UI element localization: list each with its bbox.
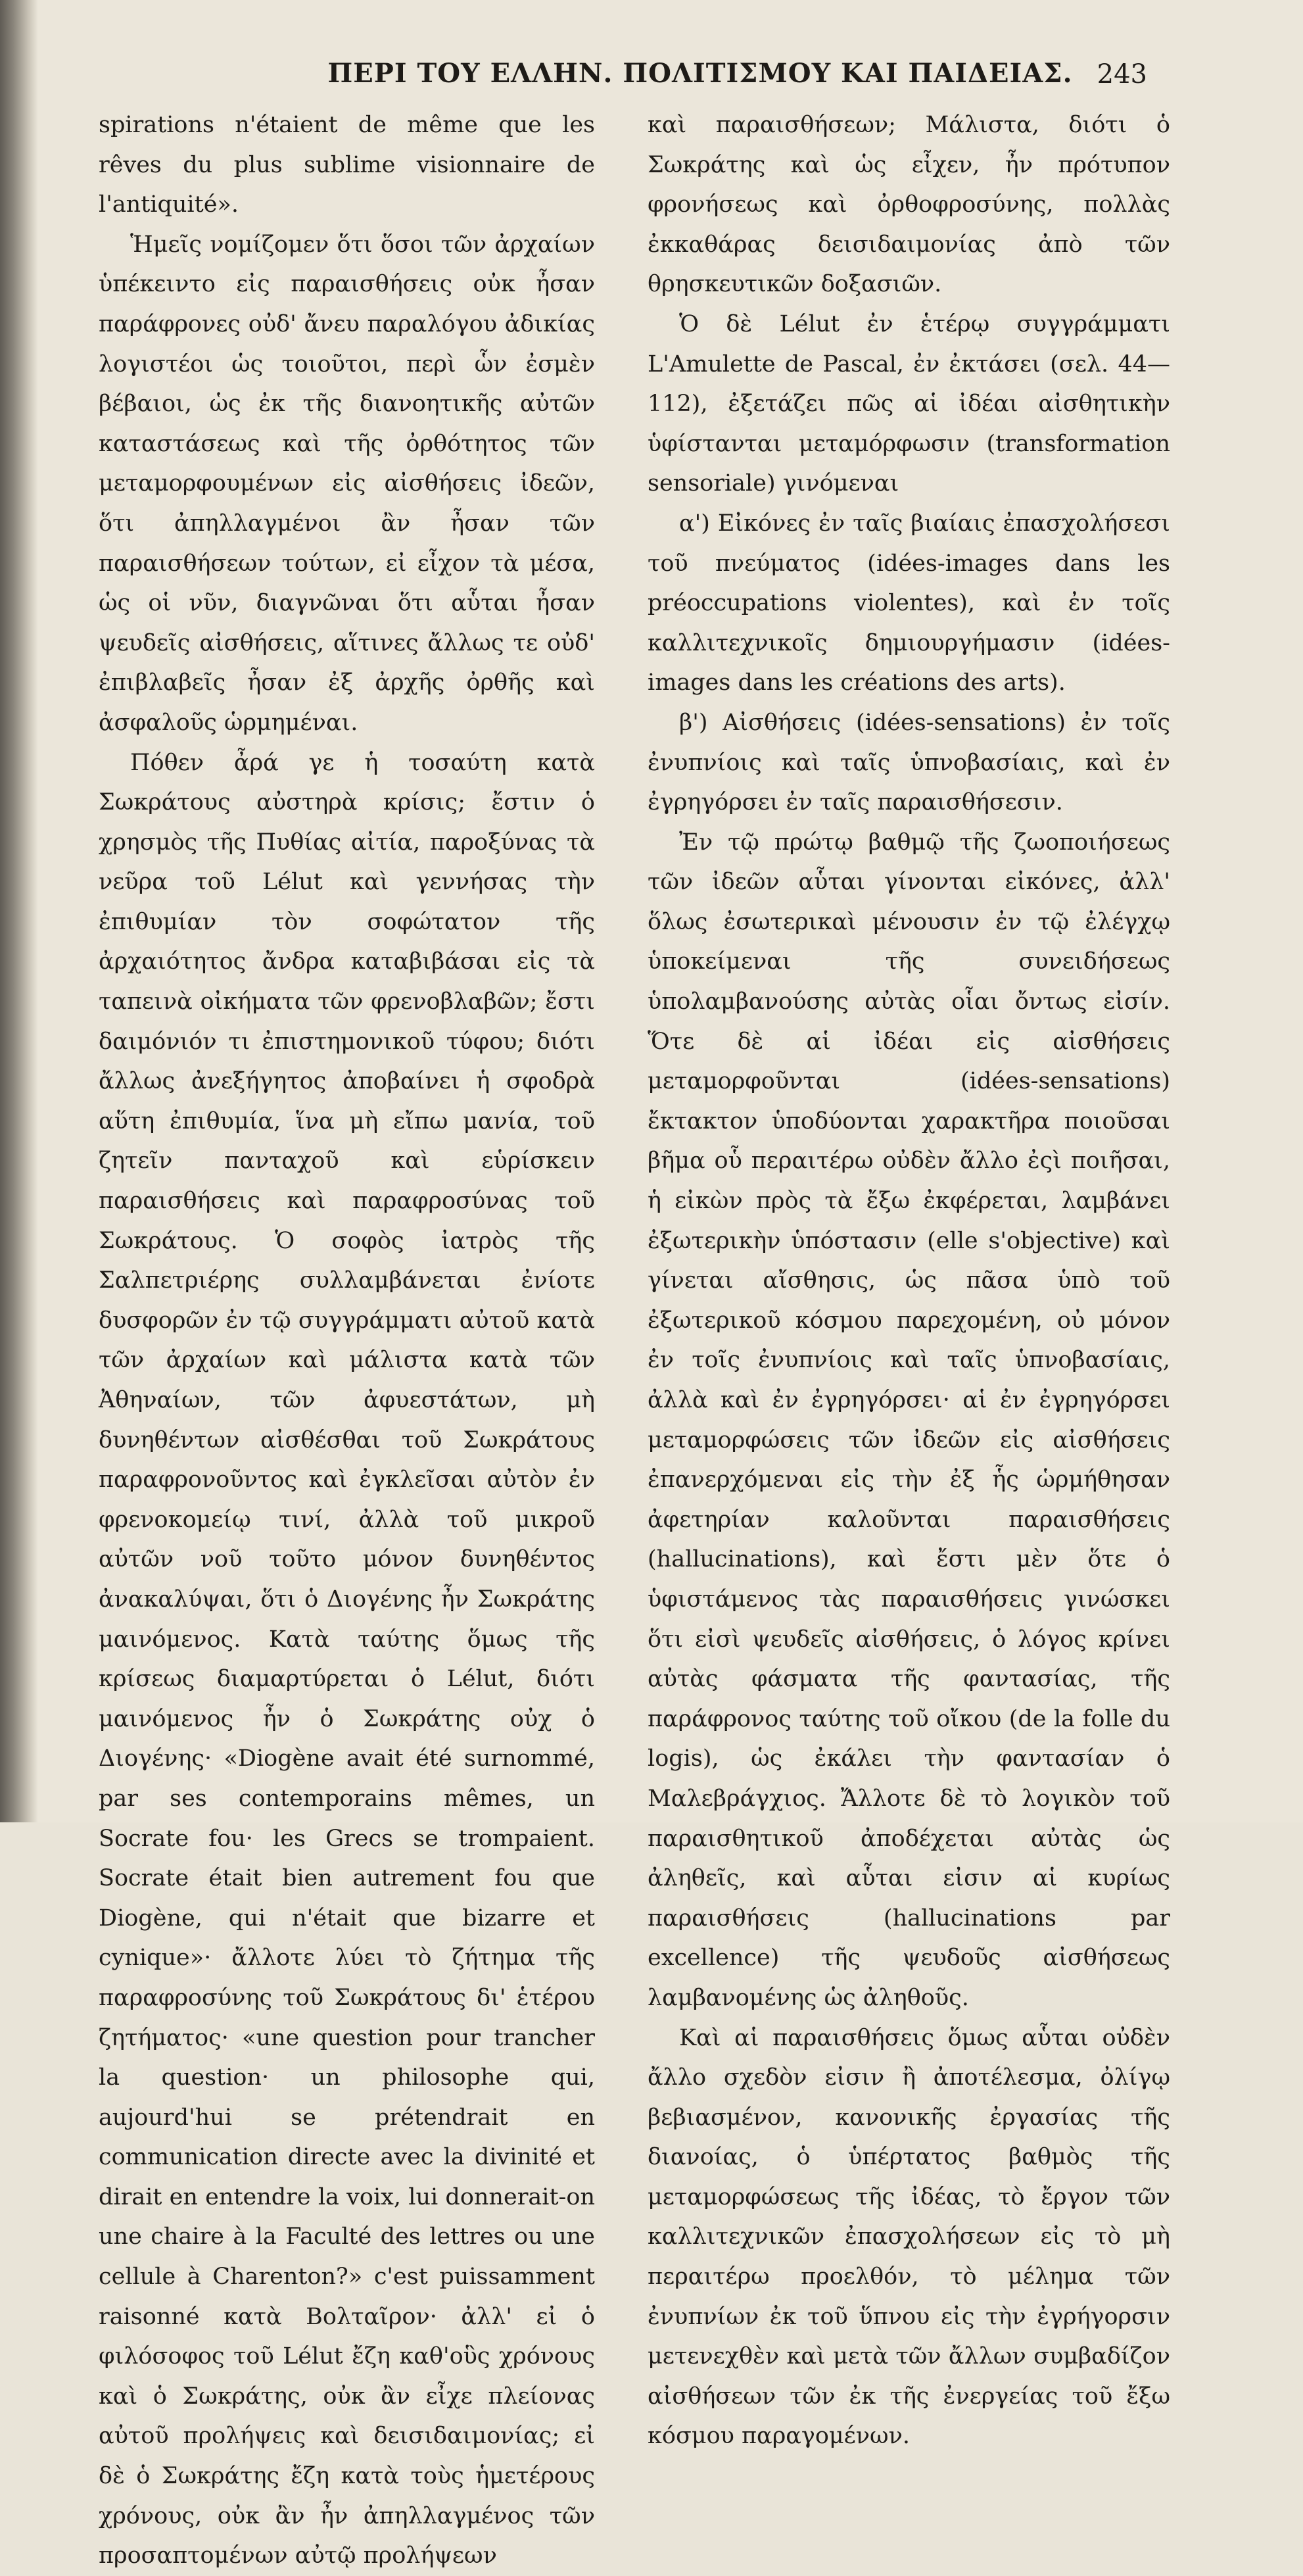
paragraph: α') Εἰκόνες ἐν ταῖς βιαίαις ἐπασχολήσεσι τοῦ πνεύματος (idées-images dans les préoccupations violentes), καὶ ἐν τοῖς καλλιτεχνικοῖς δημιουργήμασιν (idées-images dans les créations des arts). [648,510,1170,696]
page-number: 243 [1097,59,1147,89]
left-column [99,105,595,2576]
paragraph: Πόθεν ἆρά γε ἡ τοσαύτη κατὰ Σωκράτους αὐστηρὰ κρίσις; ἔστιν ὁ χρησμὸς τῆς Πυθίας αἰτία, παροξύνας τὰ νεῦρα τοῦ Lélut καὶ γεννήσας τὴν ἐπιθυμίαν τὸν σοφώτατον τῆς ἀρχαιότητος ἄνδρα καταβιβάσαι εἰς τὰ ταπεινὰ οἰκήματα τῶν φρενοβλαβῶν; ἔστι δαιμόνιόν τι ἐπιστημονικοῦ τύφου; διότι ἄλλως ἀνεξήγητος ἀποβαίνει ἡ σφοδρὰ αὕτη ἐπιθυμία, ἵνα μὴ εἴπω μανία, τοῦ ζητεῖν πανταχοῦ καὶ εὑρίσκειν παραισθήσεις καὶ παραφροσύνας τοῦ Σωκράτους. Ὁ σοφὸς ἰατρὸς τῆς Σαλπετριέρης συλλαμβάνεται ἐνίοτε δυσφορῶν ἐν τῷ συγγράμματι αὐτοῦ κατὰ τῶν ἀρχαίων καὶ μάλιστα κατὰ τῶν Ἀθηναίων, τῶν ἀφυεστάτων, μὴ δυνηθέντων αἰσθέσθαι τοῦ Σωκράτους παραφρονοῦντος καὶ ἐγκλεῖσαι αὐτὸν ἐν φρενοκομείῳ τινί, ἀλλὰ τοῦ μικροῦ αὐτῶν νοῦ τοῦτο μόνον δυνηθέντος ἀνακαλύψαι, ὅτι ὁ Διογένης ἦν Σωκράτης μαινόμενος. Κατὰ ταύτης ὅμως τῆς κρίσεως διαμαρτύρεται ὁ Lélut, διότι μαινόμενος ἦν ὁ Σωκράτης οὐχ ὁ Διογένης· «Diogène avait été surnommé, par ses contemporains mêmes, un Socrate fou· les Grecs se trompaient. Socrate était bien autrement fou que Diogène, qui n'était que bizarre et cynique»· ἄλλοτε λύει τὸ ζήτημα τῆς παραφροσύνης τοῦ Σωκράτους δι' ἑτέρου ζητήματος· «une question pour trancher la question· un philosophe qui, aujourd'hui se prétendrait en communication directe avec la divinité et dirait en entendre la voix, lui donnerait-on une chaire à la Faculté des lettres ou une cellule à Charenton?» c'est puissamment raisonné κατὰ Βολταῖρον· ἀλλ' εἰ ὁ φιλόσοφος τοῦ Lélut ἔζη καθ'οὓς χρόνους καὶ ὁ Σωκράτης, οὐκ ἂν εἶχε πλείονας αὐτοῦ προλήψεις καὶ δεισιδαιμονίας; εἰ δὲ ὁ Σωκράτης ἔζη κατὰ τοὺς ἡμετέρους χρόνους, οὐκ ἂν ἦν ἀπηλλαγμένος τῶν προσαπτομένων αὐτῷ προλήψεων [99,749,595,2569]
paragraph: Καὶ αἱ παραισθήσεις ὅμως αὗται οὐδὲν ἄλλο σχεδὸν εἰσιν ἢ ἀποτέλεσμα, ὀλίγῳ βεβιασμένον, κανονικῆς ἐργασίας τῆς διανοίας, ὁ ὑπέρτατος βαθμὸς τῆς μεταμορφώσεως τῆς ἰδέας, τὸ ἔργον τῶν καλλιτεχνικῶν ἐπασχολήσεων εἰς τὸ μὴ περαιτέρω προελθόν, τὸ μέλημα τῶν ἐνυπνίων ἐκ τοῦ ὕπνου εἰς τὴν ἐγρήγορσιν μετενεχθὲν καὶ μετὰ τῶν ἄλλων συμβαδίζον αἰσθήσεων τῶν ἐκ τῆς ἐνεργείας τοῦ ἔξω κόσμου παραγομένων. [648,2024,1170,2450]
paragraph: Ἡμεῖς νομίζομεν ὅτι ὅσοι τῶν ἀρχαίων ὑπέκειντο εἰς παραισθήσεις οὐκ ἦσαν παράφρονες οὐδ' ἄνευ παραλόγου ἀδικίας λογιστέοι ὡς τοιοῦτοι, περὶ ὧν ἐσμὲν βέβαιοι, ὡς ἐκ τῆς διανοητικῆς αὐτῶν καταστάσεως καὶ τῆς ὀρθότητος τῶν μεταμορφουμένων εἰς αἰσθήσεις ἰδεῶν, ὅτι ἀπηλλαγμένοι ἂν ἦσαν τῶν παραισθήσεων τούτων, εἰ εἶχον τὰ μέσα, ὡς οἱ νῦν, διαγνῶναι ὅτι αὗται ἦσαν ψευδεῖς αἰσθήσεις, αἵτινες ἄλλως τε οὐδ' ἐπιβλαβεῖς ἦσαν ἐξ ἀρχῆς ὀρθῆς καὶ ἀσφαλοῦς ὡρμημέναι. [99,231,595,736]
page-gutter-shadow [0,0,38,1822]
paragraph: spirations n'étaient de même que les rêves du plus sublime visionnaire de l'antiquité». [99,112,595,218]
right-column [648,105,1170,2456]
paragraph: καὶ παραισθήσεων; Μάλιστα, διότι ὁ Σωκράτης καὶ ὡς εἶχεν, ἦν πρότυπον φρονήσεως καὶ ὀρθοφροσύνης, πολλὰς ἐκκαθάρας δεισιδαιμονίας ἀπὸ τῶν θρησκευτικῶν δοξασιῶν. [648,112,1170,298]
running-header: ΠΕΡΙ ΤΟΥ ΕΛΛΗΝ. ΠΟΛΙΤΙΣΜΟΥ ΚΑΙ ΠΑΙΔΕΙΑΣ. [327,58,1073,89]
paragraph: Ἐν τῷ πρώτῳ βαθμῷ τῆς ζωοποιήσεως τῶν ἰδεῶν αὗται γίνονται εἰκόνες, ἀλλ' ὅλως ἐσωτερικαὶ μένουσιν ἐν τῷ ἐλέγχῳ ὑποκείμεναι τῆς συνειδήσεως ὑπολαμβανούσης αὐτὰς οἷαι ὄντως εἰσίν. Ὅτε δὲ αἱ ἰδέαι εἰς αἰσθήσεις μεταμορφοῦνται (idées-sensations) ἔκτακτον ὑποδύονται χαρακτῆρα ποιοῦσαι βῆμα οὗ περαιτέρω οὐδὲν ἄλλο ἐςὶ ποιῆσαι, ἡ εἰκὼν πρὸς τὰ ἔξω ἐκφέρεται, λαμβάνει ἐξωτερικὴν ὑπόστασιν (elle s'objective) καὶ γίνεται αἴσθησις, ὡς πᾶσα ὑπὸ τοῦ ἐξωτερικοῦ κόσμου παρεχομένη, οὐ μόνον ἐν τοῖς ἐνυπνίοις καὶ ταῖς ὑπνοβασίαις, ἀλλὰ καὶ ἐν ἐγρηγόρσει· αἱ ἐν ἐγρηγόρσει μεταμορφώσεις τῶν ἰδεῶν εἰς αἰσθήσεις ἐπανερχόμεναι εἰς τὴν ἐξ ἧς ὡρμήθησαν ἀφετηρίαν καλοῦνται παραισθήσεις (hallucinations), καὶ ἔστι μὲν ὅτε ὁ ὑφιστάμενος τὰς παραισθήσεις γινώσκει ὅτι εἰσὶ ψευδεῖς αἰσθήσεις, ὁ λόγος κρίνει αὐτὰς φάσματα τῆς φαντασίας, τῆς παράφρονος ταύτης τοῦ οἴκου (de la folle du logis), ὡς ἐκάλει τὴν φαντασίαν ὁ Μαλεβράγχιος. Ἄλλοτε δὲ τὸ λογικὸν τοῦ παραισθητικοῦ ἀποδέχεται αὐτὰς ὡς ἀληθεῖς, καὶ αὗται εἰσιν αἱ κυρίως παραισθήσεις (hallucinations par excellence) τῆς ψευδοῦς αἰσθήσεως λαμβανομένης ὡς ἀληθοῦς. [648,829,1170,2011]
paragraph: Ὁ δὲ Lélut ἐν ἑτέρῳ συγγράμματι L'Amulette de Pascal, ἐν ἐκτάσει (σελ. 44—112), ἐξετάζει πῶς αἱ ἰδέαι αἰσθητικὴν ὑφίστανται μεταμόρφωσιν (transformation sensoriale) γινόμεναι [648,310,1170,497]
paragraph: β') Αἰσθήσεις (idées-sensations) ἐν τοῖς ἐνυπνίοις καὶ ταῖς ὑπνοβασίαις, καὶ ἐν ἐγρηγόρσει ἐν ταῖς παραισθήσεσιν. [648,709,1170,816]
